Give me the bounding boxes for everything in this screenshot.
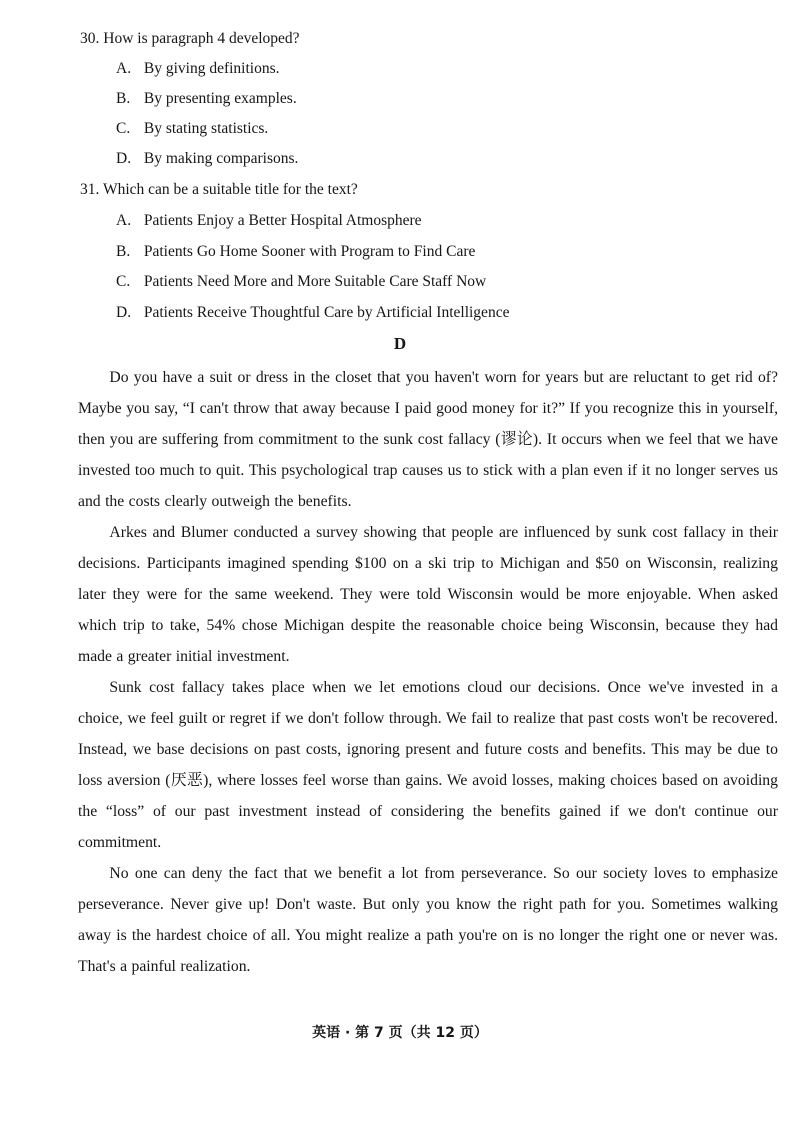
option-a bbox=[116, 210, 422, 232]
option-letter: A. bbox=[116, 212, 132, 229]
option-d bbox=[116, 302, 509, 324]
option-letter: B. bbox=[116, 90, 131, 107]
option-letter: C. bbox=[116, 273, 131, 290]
option-d bbox=[116, 148, 298, 170]
option-text: By making comparisons. bbox=[143, 150, 299, 167]
question-stem bbox=[80, 28, 300, 50]
question-number: 30. bbox=[80, 30, 100, 47]
question-stem bbox=[80, 179, 358, 201]
passage-paragraph-2: Arkes and Blumer conducted a survey showing that people are influenced by sunk cost fallacy in their decisions. Participants imagined spending $100 on a ski trip to Michigan and $50 on Wisconsin, realizing later they were for the same weekend. They were told Wisconsin would be more enjoyable. When asked which trip to take, 54% chose Michigan despite the reasonable choice being Wisconsin, because they had made a greater initial investment. bbox=[78, 524, 778, 665]
page-footer: 英语 · 第 7 页（共 12 页） bbox=[312, 1025, 488, 1041]
passage-paragraph-3: Sunk cost fallacy takes place when we let emotions cloud our decisions. Once we've invested in a choice, we feel guilt or regret if we don't follow through. We fail to realize that past costs won't be recovered. Instead, we base decisions on past costs, ignoring present and future costs and benefits. This may be due to loss aversion (厌恶), where losses feel worse than gains. We avoid losses, making choices based on avoiding the “loss” of our past investment instead of considering the benefits gained if we don't continue our commitment. bbox=[78, 679, 778, 851]
section-heading: D bbox=[393, 334, 407, 353]
option-text: Patients Receive Thoughtful Care by Artificial Intelligence bbox=[143, 304, 510, 321]
option-c bbox=[116, 118, 268, 140]
passage-paragraph-4: No one can deny the fact that we benefit a lot from perseverance. So our society loves to emphasize perseverance. Never give up! Don't waste. But only you know the right path for you. Sometimes walking away is the hardest choice of all. You might realize a path you're on is no longer the right one or never was. That's a painful realization. bbox=[78, 865, 778, 975]
question-number: 31. bbox=[80, 181, 100, 198]
passage-paragraph-1: Do you have a suit or dress in the closet that you haven't worn for years but are reluctant to get rid of? Maybe you say, “I can't throw that away because I paid good money for it?” If you recognize this in yourself, then you are suffering from commitment to the sunk cost fallacy (谬论). It occurs when we feel that we have invested too much to quit. This psychological trap causes us to stick with a plan even if it no longer serves us and the costs clearly outweigh the benefits. bbox=[78, 369, 778, 510]
option-letter: B. bbox=[116, 243, 131, 260]
option-letter: D. bbox=[116, 304, 132, 321]
option-text: By giving definitions. bbox=[143, 60, 280, 77]
option-text: Patients Enjoy a Better Hospital Atmosphere bbox=[143, 212, 422, 229]
option-text: By stating statistics. bbox=[143, 120, 269, 137]
option-letter: C. bbox=[116, 120, 131, 137]
option-b bbox=[116, 88, 297, 110]
question-text: Which can be a suitable title for the text? bbox=[102, 181, 358, 198]
option-text: Patients Go Home Sooner with Program to Find Care bbox=[143, 243, 476, 260]
option-a bbox=[116, 58, 280, 80]
question-text: How is paragraph 4 developed? bbox=[103, 30, 300, 47]
option-text: By presenting examples. bbox=[143, 90, 297, 107]
option-letter: A. bbox=[116, 60, 132, 77]
option-b bbox=[116, 241, 475, 263]
option-text: Patients Need More and More Suitable Care Staff Now bbox=[143, 273, 487, 290]
reading-passage bbox=[78, 362, 778, 982]
option-c bbox=[116, 271, 486, 293]
option-letter: D. bbox=[116, 150, 132, 167]
